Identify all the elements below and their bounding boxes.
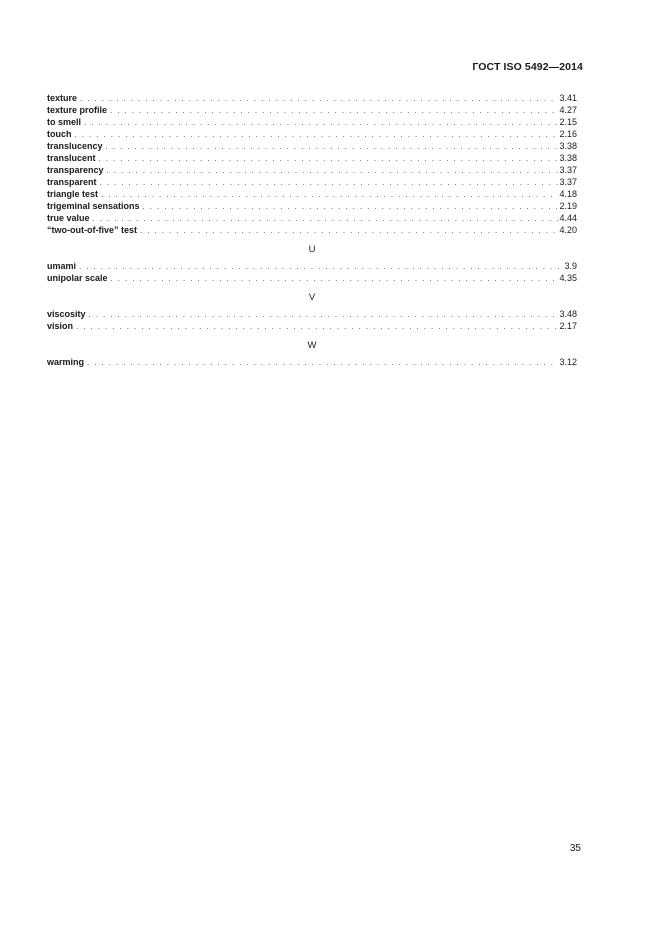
leader-dots <box>106 141 559 152</box>
index-reference: 2.17 <box>559 321 577 331</box>
index-reference: 4.18 <box>559 189 577 199</box>
index-term: translucent <box>47 153 96 163</box>
leader-dots <box>89 309 559 320</box>
index-term: warming <box>47 357 85 367</box>
index-entry <box>47 272 577 284</box>
alphabetical-index <box>47 92 577 368</box>
index-entry <box>47 140 577 152</box>
index-term: to smell <box>47 117 82 127</box>
leader-dots <box>80 93 558 104</box>
index-reference: 3.37 <box>559 165 577 175</box>
index-entry <box>47 224 577 236</box>
index-reference: 4.35 <box>559 273 577 283</box>
index-entry <box>47 260 577 272</box>
leader-dots <box>79 261 563 272</box>
index-entry <box>47 92 577 104</box>
index-reference: 2.19 <box>559 201 577 211</box>
index-entry <box>47 308 577 320</box>
index-term: touch <box>47 129 72 139</box>
index-term: translucency <box>47 141 103 151</box>
index-reference: 3.48 <box>559 309 577 319</box>
leader-dots <box>111 273 559 284</box>
leader-dots <box>140 225 558 236</box>
index-entry <box>47 188 577 200</box>
leader-dots <box>101 189 558 200</box>
index-term: transparency <box>47 165 104 175</box>
index-entry <box>47 200 577 212</box>
index-entry <box>47 212 577 224</box>
leader-dots <box>87 357 558 368</box>
index-reference: 4.44 <box>559 213 577 223</box>
index-term: umami <box>47 261 77 271</box>
leader-dots <box>93 213 559 224</box>
leader-dots <box>107 165 559 176</box>
leader-dots <box>99 153 559 164</box>
index-term: viscosity <box>47 309 86 319</box>
index-term: true value <box>47 213 90 223</box>
index-entry <box>47 128 577 140</box>
index-reference: 3.9 <box>564 261 577 271</box>
section-letter-heading: V <box>308 292 316 303</box>
index-section-v <box>47 291 577 332</box>
section-letter-heading: W <box>307 340 317 351</box>
section-letter-heading: U <box>308 244 316 255</box>
index-entry <box>47 116 577 128</box>
index-term: texture profile <box>47 105 108 115</box>
index-reference: 3.38 <box>559 153 577 163</box>
index-reference: 2.16 <box>559 129 577 139</box>
leader-dots <box>110 105 558 116</box>
index-entry <box>47 176 577 188</box>
index-entry <box>47 320 577 332</box>
index-reference: 4.27 <box>559 105 577 115</box>
index-reference: 3.38 <box>559 141 577 151</box>
index-reference: 3.12 <box>559 357 577 367</box>
index-term: vision <box>47 321 74 331</box>
index-term: trigeminal sensations <box>47 201 140 211</box>
index-term: triangle test <box>47 189 99 199</box>
index-reference: 3.37 <box>559 177 577 187</box>
leader-dots <box>75 129 559 140</box>
leader-dots <box>84 117 558 128</box>
index-term: unipolar scale <box>47 273 108 283</box>
leader-dots <box>143 201 559 212</box>
leader-dots <box>76 321 558 332</box>
index-entry <box>47 164 577 176</box>
page-number: 35 <box>569 843 581 854</box>
index-entry <box>47 356 577 368</box>
index-reference: 4.20 <box>559 225 577 235</box>
index-term: “two-out-of-five” test <box>47 225 137 235</box>
index-entry <box>47 152 577 164</box>
document-header: ГОСТ ISO 5492—2014 <box>472 61 583 73</box>
index-section-w <box>47 339 577 368</box>
leader-dots <box>100 177 559 188</box>
index-term: texture <box>47 93 78 103</box>
index-section-u <box>47 243 577 284</box>
index-reference: 2.15 <box>559 117 577 127</box>
index-entry <box>47 104 577 116</box>
index-section-t <box>47 92 577 236</box>
index-reference: 3.41 <box>559 93 577 103</box>
index-term: transparent <box>47 177 97 187</box>
